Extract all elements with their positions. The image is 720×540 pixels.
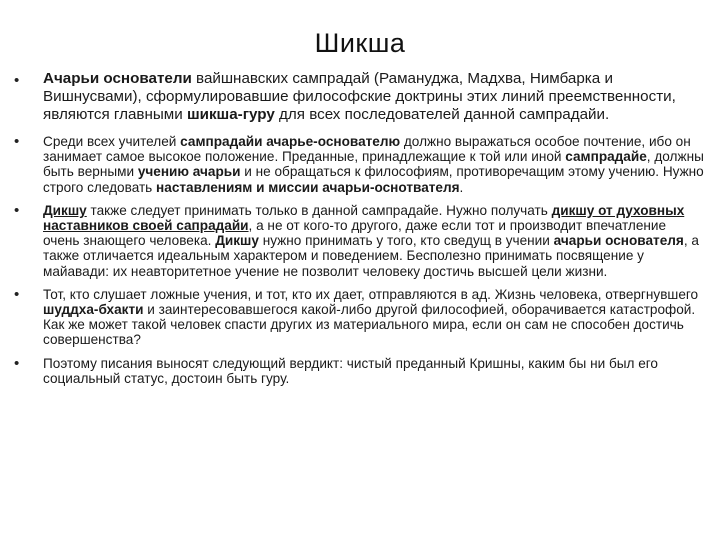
bullet-dot: •: [14, 201, 20, 219]
bullet-item: [0, 203, 720, 279]
text-run: также следует принимать только в данной сампрадайе. Нужно получать: [86, 202, 552, 218]
text-bold: Ачарьи основатели: [43, 70, 192, 87]
text-run: вайшнавских сампрадай (Рамануджа, Мадхва, Нимбарка и Вишнусвами), сформулировавшие философские доктрины этих линий преемственности, являются главными: [43, 70, 676, 123]
text-run: и заинтересовавшегося какой-либо другой философией, оборачивается катастрофой. Как же может такой человек спасти других из материального мира, если он сам не способен достичь совершенства?: [43, 302, 696, 348]
text-run: , а также отличается идеальным характером и поведением. Бесполезно принимать посвящение у майавади: их неавторитетное учение не позволит человеку достичь высшей цели жизни.: [43, 233, 699, 279]
text-bold: шуддха-бхакти: [43, 302, 144, 318]
text-bold: наставлениям и миссии ачарьи-оснотвателя: [156, 179, 460, 195]
text-run: для всех последователей данной сампрадайи.: [274, 106, 610, 123]
text-run: и не обращаться к философиям, противоречащим этому учению. Нужно строго следовать: [43, 164, 704, 195]
bullet-item: [0, 356, 720, 386]
text-run: , должны быть верными: [43, 149, 704, 180]
bullet-item: [0, 134, 720, 195]
text-run: .: [459, 179, 464, 195]
bullet-item: [0, 70, 720, 124]
text-bold: сампрадайе: [565, 149, 647, 165]
bullet-list: [0, 70, 720, 386]
text-bold: сампрадайи ачарье-основателю: [180, 134, 401, 149]
text-bold: ачарьи основателя: [553, 233, 684, 249]
text-bold: шикша-гуру: [186, 106, 275, 123]
text-bold-underlined: Дикшу: [43, 202, 87, 218]
bullet-dot: •: [14, 354, 20, 372]
text-run: Среди всех учителей: [43, 134, 181, 149]
text-run: , а не от кого-то другого, даже если тот и производит впечатление очень знающего человека.: [43, 218, 667, 249]
text-bold: учению ачарьи: [137, 164, 241, 180]
text-run: должно выражаться особое почтение, ибо он занимает самое высокое положение. Преданные, принадлежащие к той или иной: [43, 134, 691, 165]
bullet-dot: •: [14, 285, 20, 303]
text-bold: Дикшу: [215, 233, 259, 249]
bullet-item: [0, 287, 720, 348]
text-run: нужно принимать у того, кто сведущ в учении: [258, 233, 554, 249]
bullet-dot: •: [14, 133, 20, 150]
text-run: Поэтому писания выносят следующий вердикт: чистый преданный Кришны, каким бы ни был его социальный статус, достоин быть гуру.: [43, 355, 658, 386]
text-bold-underlined: дикшу от духовных наставников своей сапрадайи: [43, 202, 685, 234]
text-run: Тот, кто слушает ложные учения, и тот, кто их дает, отправляются в ад. Жизнь человека, отвергнувшего: [43, 286, 699, 302]
slide-title: Шикша: [314, 28, 406, 58]
bullet-dot: •: [14, 72, 20, 89]
